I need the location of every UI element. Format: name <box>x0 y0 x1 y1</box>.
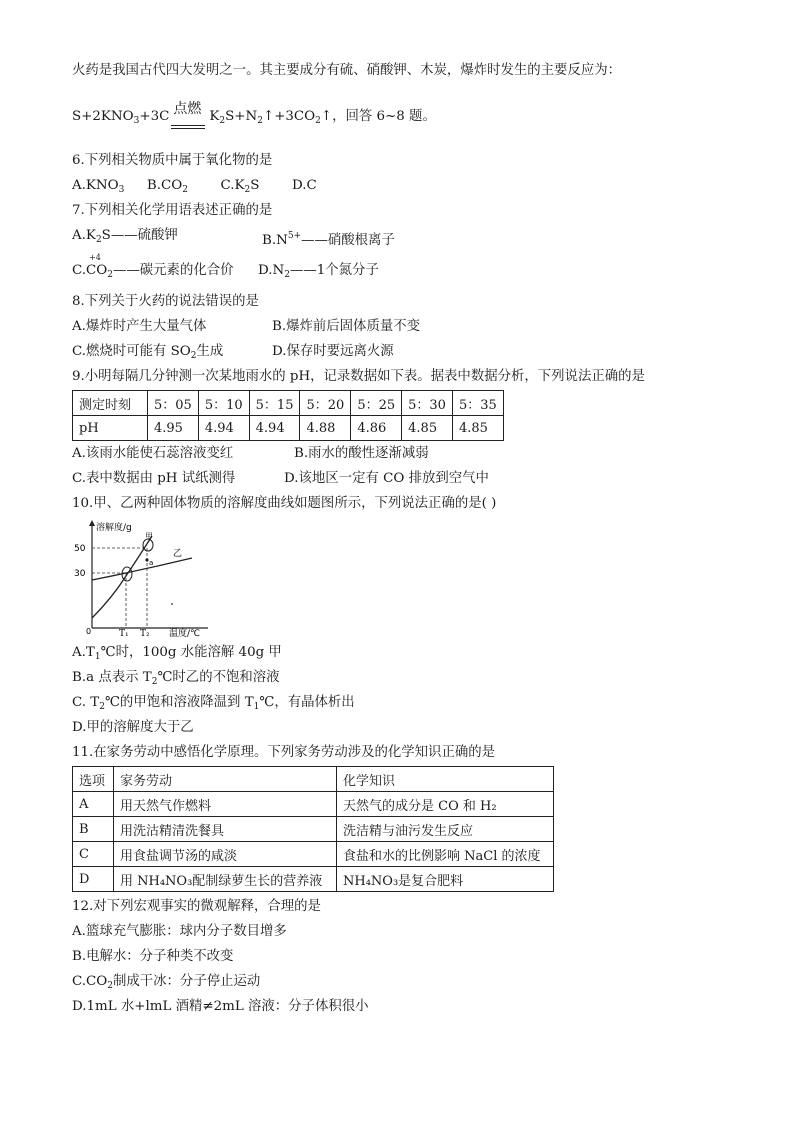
x-axis-label: 温度/℃ <box>169 629 201 638</box>
point-a-label: a <box>149 559 154 567</box>
table-row: pH 4.95 4.94 4.94 4.88 4.86 4.85 4.85 <box>73 416 504 441</box>
table-row: A 用天然气作燃料 天然气的成分是 CO 和 H₂ <box>73 792 554 817</box>
q7-option-a[interactable]: $A.K_2S——$硫酸钾 <box>72 228 178 245</box>
q8-option-b[interactable]: B.爆炸前后固体质量不变 <box>272 319 421 334</box>
curve-yi <box>92 558 192 580</box>
q12-option-a[interactable]: A.篮球充气膨胀：球内分子数目增多 <box>72 924 287 939</box>
reaction-condition: 点燃 <box>173 101 202 117</box>
q6-stem: 6.下列相关物质中属于氧化物的是 <box>72 153 273 168</box>
q9-table <box>72 390 504 441</box>
table-row: B 用洗沽精清洗餐具 洗洁精与油污发生反应 <box>73 817 554 842</box>
q7-option-c[interactable]: C. +4 $CO_2——$碳元素的化合价 <box>72 253 234 280</box>
y-tick-50: 50 <box>74 544 86 554</box>
table-row: C 用食盐调节汤的咸淡 食盐和水的比例影响 NaCl 的浓度 <box>73 842 554 867</box>
q10-option-d[interactable]: D.甲的溶解度大于乙 <box>72 720 194 735</box>
q7-option-d[interactable]: $D.N_2——1$个氮分子 <box>258 263 379 280</box>
origin-label: 0 <box>86 627 92 636</box>
x-tick-t2: T₂ <box>140 629 150 638</box>
table-row: 测定时刻 5：05 5：10 5：15 5：20 5：25 5：30 5：35 <box>73 391 504 416</box>
q12-stem: 12.对下列宏观事实的微观解释，合理的是 <box>72 899 321 914</box>
q10-stem: 10.甲、乙两种固体物质的溶解度曲线如题图所示，下列说法正确的是( ) <box>72 496 497 511</box>
q6-option-b[interactable]: $B.CO_2$ <box>146 178 188 195</box>
reaction-equation: $S+2KNO_3+3C$ 点燃 $K_2S+N_2↑+3CO_2↑$，回答 6~8 题。 <box>72 108 436 130</box>
q12-option-d[interactable]: D.1mL 水+lmL 酒精≠2mL 溶液：分子体积很小 <box>72 999 369 1014</box>
q7-option-b[interactable]: $B.N^{5+}——$硝酸根离子 <box>262 231 395 248</box>
q9-option-c[interactable]: C.表中数据由 pH 试纸测得 <box>72 471 236 486</box>
solubility-curve-chart <box>72 518 212 638</box>
q9-option-d[interactable]: D.该地区一定有 CO 排放到空气中 <box>284 471 489 486</box>
q12-option-c[interactable]: $C.CO_2$制成干冰：分子停止运动 <box>72 974 261 991</box>
stray-dot <box>171 603 173 605</box>
q6-option-a[interactable]: $A.KNO_3$ <box>72 178 125 195</box>
q10-option-b[interactable]: B.a 点表示 $T_2℃$时乙的不饱和溶液 <box>72 670 280 687</box>
q8-option-d[interactable]: D.保存时要远离火源 <box>272 344 394 359</box>
intro-text: 火药是我国古代四大发明之一。其主要成分有硫、硝酸钾、木炭，爆炸时发生的主要反应为： <box>72 63 622 78</box>
q10-option-a[interactable]: $A.T_1℃$时，100g 水能溶解 40g 甲 <box>72 645 282 662</box>
q8-option-a[interactable]: A.爆炸时产生大量气体 <box>72 319 207 334</box>
q11-table <box>72 766 554 892</box>
y-axis-arrow <box>89 520 95 526</box>
table-row: D 用 NH₄NO₃配制绿萝生长的营养液 NH₄NO₃是复合肥料 <box>73 867 554 892</box>
q8-stem: 8.下列关于火药的说法错误的是 <box>72 294 259 309</box>
curve-yi-label: 乙 <box>173 549 183 559</box>
table-header-row: 选项 家务劳动 化学知识 <box>73 767 554 792</box>
curve-jia-label: 甲 <box>145 532 153 541</box>
q6-option-c[interactable]: $C.K_2S$ <box>220 178 260 195</box>
q12-option-b[interactable]: B.电解水：分子种类不改变 <box>72 949 234 964</box>
q11-stem: 11.在家务劳动中感悟化学原理。下列家务劳动涉及的化学知识正确的是 <box>72 745 496 760</box>
y-tick-30: 30 <box>74 569 86 579</box>
y-axis-label: 溶解度/g <box>96 523 132 533</box>
q9-stem: 9.小明每隔几分钟测一次某地雨水的 pH，记录数据如下表。据表中数据分析，下列说法正确的是 <box>72 369 645 384</box>
q8-option-c[interactable]: C.燃烧时可能有 $SO_2$生成 <box>72 344 224 361</box>
q9-option-b[interactable]: B.雨水的酸性逐渐减弱 <box>294 446 429 461</box>
q7-stem: 7.下列相关化学用语表述正确的是 <box>72 203 273 218</box>
x-tick-t1: T₁ <box>119 629 129 638</box>
q10-option-c[interactable]: C. $T_2℃$的甲饱和溶液降温到 $T_1℃$，有晶体析出 <box>72 695 355 712</box>
q6-option-d[interactable]: D.C <box>291 178 317 193</box>
q6-options <box>72 177 317 199</box>
q9-option-a[interactable]: A.该雨水能使石蕊溶液变红 <box>72 446 234 461</box>
